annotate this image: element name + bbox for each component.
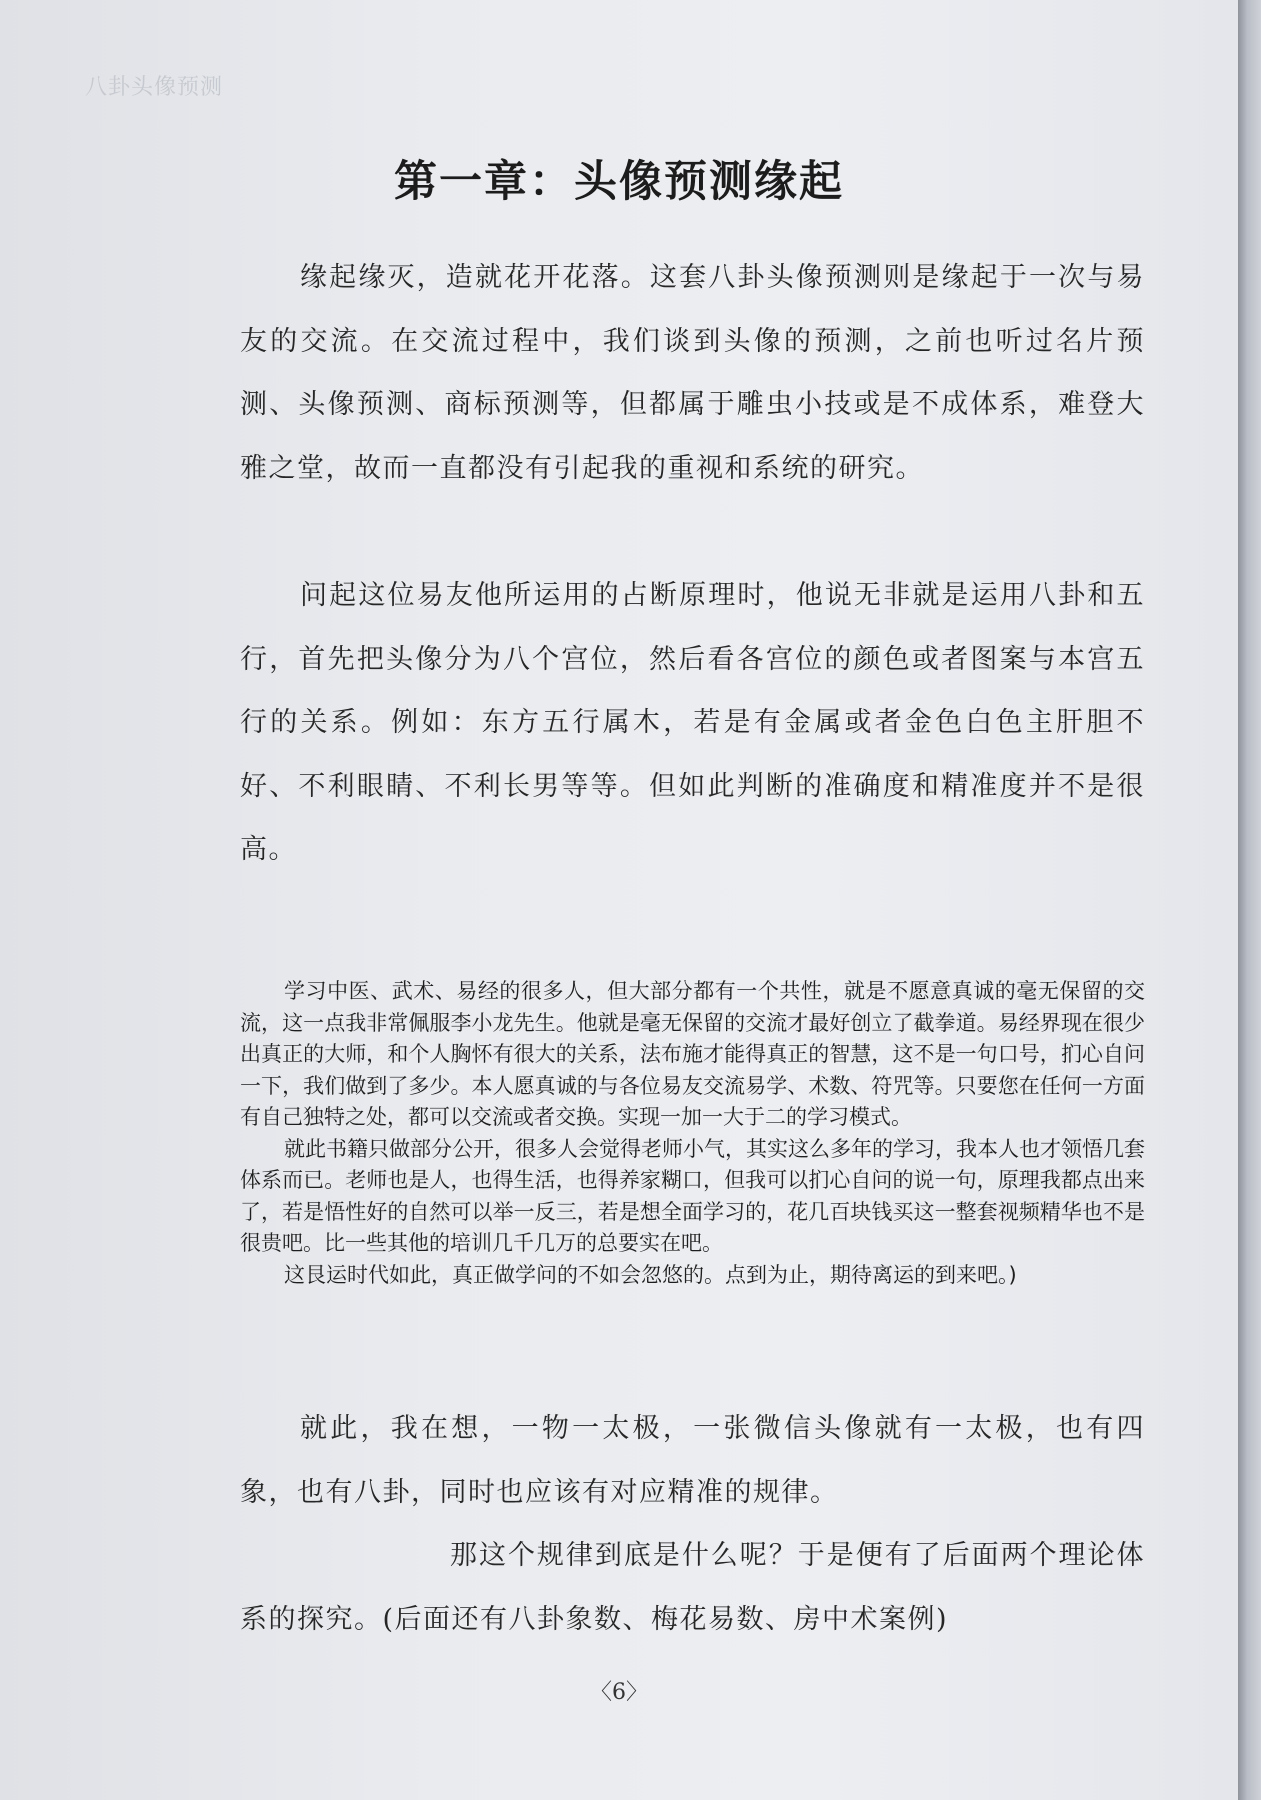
running-head: 八卦头像预测 <box>85 75 224 100</box>
note-paragraph-3: 这艮运时代如此，真正做学问的不如会忽悠的。点到为止，期待离运的到来吧。) <box>284 1262 1017 1287</box>
note-paragraph-2: 就此书籍只做部分公开，很多人会觉得老师小气，其实这么多年的学习，我本人也才领悟几套体系而已。老师也是人，也得生活，也得养家糊口，但我可以扪心自问的说一句，原理我都点出来了，若是悟性好的自然可以举一反三，若是想全面学习的，花几百块钱买这一整套视频精华也不是很贵吧。比一些其他的培训几千几万的总要实在吧。 <box>240 1136 1145 1255</box>
inserted-note <box>240 976 1145 1291</box>
paragraph-origin: 缘起缘灭，造就花开花落。这套八卦头像预测则是缘起于一次与易友的交流。在交流过程中，我们谈到头像的预测，之前也听过名片预测、头像预测、商标预测等，但都属于雕虫小技或是不成体系，难登大雅之堂，故而一直都没有引起我的重视和系统的研究。 <box>240 262 1145 484</box>
chapter-title: 第一章：头像预测缘起 <box>394 157 844 207</box>
paragraph-theory: 那这个规律到底是什么呢？于是便有了后面两个理论体系的探究。(后面还有八卦象数、梅花易数、房中术案例) <box>240 1540 1145 1635</box>
paragraph-principle: 问起这位易友他所运用的占断原理时，他说无非就是运用八卦和五行，首先把头像分为八个宫位，然后看各宫位的颜色或者图案与本宫五行的关系。例如：东方五行属木，若是有金属或者金色白色主肝胆不好、不利眼睛、不利长男等等。但如此判断的准确度和精准度并不是很高。 <box>240 580 1145 865</box>
page-edge-shadow <box>1238 0 1261 1800</box>
paragraph-taiji: 就此，我在想，一物一太极，一张微信头像就有一太极，也有四象，也有八卦，同时也应该有对应精准的规律。 <box>240 1413 1145 1508</box>
page-number: 〈6〉 <box>590 1680 648 1705</box>
note-paragraph-1: 学习中医、武术、易经的很多人，但大部分都有一个共性，就是不愿意真诚的毫无保留的交流，这一点我非常佩服李小龙先生。他就是毫无保留的交流才最好创立了截拳道。易经界现在很少出真正的大师，和个人胸怀有很大的关系，法布施才能得真正的智慧，这不是一句口号，扪心自问一下，我们做到了多少。本人愿真诚的与各位易友交流易学、术数、符咒等。只要您在任何一方面有自己独特之处，都可以交流或者交换。实现一加一大于二的学习模式。 <box>240 979 1145 1129</box>
